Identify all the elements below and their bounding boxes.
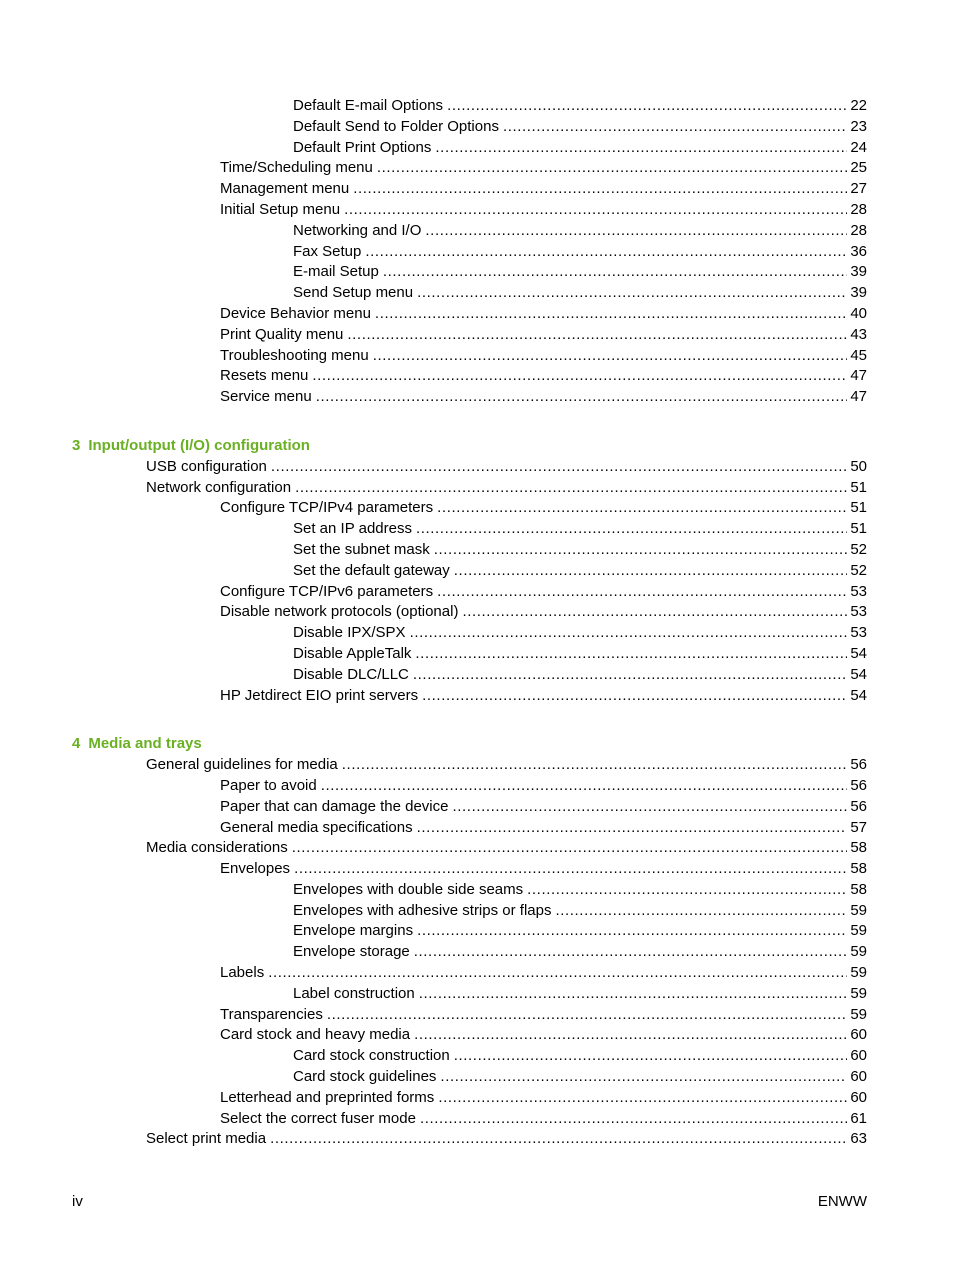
toc-entry-title: Media considerations <box>146 839 288 857</box>
toc-entry[interactable] <box>0 1067 954 1088</box>
toc-entry-title: Network configuration <box>146 478 292 496</box>
toc-entry-title: Management menu <box>220 180 350 198</box>
toc-entry-title: Envelopes <box>220 860 291 878</box>
toc-entry[interactable] <box>0 755 954 776</box>
toc-entry[interactable] <box>0 561 954 582</box>
toc-entry-page: 51 <box>850 520 867 538</box>
dot-leader <box>294 859 847 880</box>
toc-entry[interactable] <box>0 366 954 387</box>
toc-entry-title: Resets menu <box>220 367 309 385</box>
toc-entry[interactable] <box>0 776 954 797</box>
chapter-number: 4 <box>72 735 81 753</box>
toc-entry-title: Initial Setup menu <box>220 200 341 218</box>
toc-entry-page: 63 <box>850 1130 867 1148</box>
chapter-heading[interactable] <box>0 436 954 457</box>
toc-entry-page: 60 <box>850 1047 867 1065</box>
dot-leader <box>375 304 847 325</box>
toc-entry-title: Disable AppleTalk <box>293 644 412 662</box>
toc-entry-page: 22 <box>850 97 867 114</box>
dot-leader <box>453 797 848 818</box>
toc-entry[interactable] <box>0 457 954 478</box>
toc-entry[interactable] <box>0 540 954 561</box>
toc-entry-title: Select the correct fuser mode <box>220 1109 416 1127</box>
toc-entry-page: 56 <box>850 776 867 794</box>
dot-leader <box>271 457 847 478</box>
toc-entry-page: 54 <box>850 665 867 683</box>
toc-entry-page: 39 <box>850 263 867 281</box>
toc-entry[interactable] <box>0 984 954 1005</box>
dot-leader <box>410 623 848 644</box>
document-code: ENWW <box>817 1193 867 1210</box>
toc-entry-page: 59 <box>850 901 867 919</box>
toc-entry-title: USB configuration <box>146 457 267 475</box>
toc-entry-title: Envelope storage <box>293 943 410 961</box>
dot-leader <box>416 519 847 540</box>
toc-entry[interactable] <box>0 838 954 859</box>
toc-entry[interactable] <box>0 179 954 200</box>
toc-entry[interactable] <box>0 200 954 221</box>
dot-leader <box>417 818 848 839</box>
toc-entry-title: General guidelines for media <box>146 756 338 774</box>
toc-entry-page: 43 <box>850 325 867 343</box>
dot-leader <box>438 1088 847 1109</box>
page-number: iv <box>72 1193 83 1210</box>
toc-entry-page: 39 <box>850 284 867 302</box>
toc-entry[interactable] <box>0 582 954 603</box>
toc-entry[interactable] <box>0 963 954 984</box>
toc-entry[interactable] <box>0 602 954 623</box>
toc-entry-title: General media specifications <box>220 818 413 836</box>
toc-entry[interactable] <box>0 644 954 665</box>
toc-entry-page: 27 <box>850 180 867 198</box>
toc-entry-title: Fax Setup <box>293 242 362 260</box>
toc-entry-page: 24 <box>850 138 867 156</box>
toc-entry-title: Networking and I/O <box>293 221 422 239</box>
toc-entry-page: 28 <box>850 200 867 218</box>
toc-entry-page: 45 <box>850 346 867 364</box>
toc-entry[interactable] <box>0 96 954 117</box>
toc-entry-page: 51 <box>850 478 867 496</box>
dot-leader <box>414 942 848 963</box>
toc-entry[interactable] <box>0 1005 954 1026</box>
toc-entry[interactable] <box>0 665 954 686</box>
toc-entry[interactable] <box>0 221 954 242</box>
toc-entry[interactable] <box>0 478 954 499</box>
toc-entry-page: 56 <box>850 756 867 774</box>
dot-leader <box>454 1046 848 1067</box>
toc-entry[interactable] <box>0 117 954 138</box>
toc-entry-page: 60 <box>850 1026 867 1044</box>
toc-entry-title: Configure TCP/IPv4 parameters <box>220 499 434 517</box>
toc-entry-title: Default Send to Folder Options <box>293 117 499 135</box>
chapter-title: Media and trays <box>88 735 202 753</box>
dot-leader <box>383 262 847 283</box>
dot-leader <box>347 325 847 346</box>
toc-entry-page: 28 <box>850 221 867 239</box>
table-of-contents <box>0 96 954 1150</box>
toc-entry-title: Envelopes with double side seams <box>293 880 524 898</box>
toc-entry-title: Transparencies <box>220 1005 323 1023</box>
toc-entry[interactable] <box>0 387 954 408</box>
toc-entry[interactable] <box>0 283 954 304</box>
toc-entry-title: Disable network protocols (optional) <box>220 603 459 621</box>
toc-entry[interactable] <box>0 1129 954 1150</box>
toc-entry-page: 54 <box>850 686 867 704</box>
dot-leader <box>365 242 847 263</box>
toc-entry[interactable] <box>0 880 954 901</box>
toc-entry-title: Default Print Options <box>293 138 432 156</box>
toc-entry-title: Card stock construction <box>293 1047 450 1065</box>
toc-entry[interactable] <box>0 797 954 818</box>
toc-entry-page: 50 <box>850 457 867 475</box>
dot-leader <box>292 838 848 859</box>
toc-entry[interactable] <box>0 901 954 922</box>
dot-leader <box>503 117 847 138</box>
toc-entry-title: Paper to avoid <box>220 776 317 794</box>
dot-leader <box>422 686 847 707</box>
toc-entry-title: Time/Scheduling menu <box>220 159 373 177</box>
toc-entry-page: 59 <box>850 922 867 940</box>
toc-entry-title: Set the default gateway <box>293 561 450 579</box>
dot-leader <box>270 1129 847 1150</box>
dot-leader <box>413 665 847 686</box>
dot-leader <box>268 963 847 984</box>
dot-leader <box>454 561 848 582</box>
toc-entry-page: 61 <box>850 1109 867 1127</box>
dot-leader <box>415 644 847 665</box>
toc-entry-page: 56 <box>850 797 867 815</box>
dot-leader <box>353 179 847 200</box>
toc-entry-page: 36 <box>850 242 867 260</box>
toc-entry[interactable] <box>0 498 954 519</box>
dot-leader <box>417 283 847 304</box>
dot-leader <box>417 921 847 942</box>
toc-entry[interactable] <box>0 859 954 880</box>
toc-entry-page: 53 <box>850 603 867 621</box>
toc-entry-title: Send Setup menu <box>293 284 414 302</box>
toc-entry-page: 23 <box>850 117 867 135</box>
toc-entry[interactable] <box>0 304 954 325</box>
dot-leader <box>419 984 848 1005</box>
toc-entry-title: Default E-mail Options <box>293 97 444 114</box>
toc-entry-page: 58 <box>850 839 867 857</box>
chapter-heading[interactable] <box>0 734 954 755</box>
toc-entry-page: 58 <box>850 880 867 898</box>
toc-entry-page: 40 <box>850 304 867 322</box>
toc-entry-title: Set the subnet mask <box>293 540 430 558</box>
toc-entry-title: Label construction <box>293 984 415 1002</box>
toc-entry-title: Troubleshooting menu <box>220 346 369 364</box>
toc-entry[interactable] <box>0 1025 954 1046</box>
dot-leader <box>437 582 847 603</box>
toc-entry[interactable] <box>0 818 954 839</box>
toc-entry-title: Configure TCP/IPv6 parameters <box>220 582 434 600</box>
dot-leader <box>342 755 848 776</box>
dot-leader <box>435 138 847 159</box>
dot-leader <box>321 776 848 797</box>
toc-entry[interactable] <box>0 1046 954 1067</box>
toc-entry-page: 57 <box>850 818 867 836</box>
toc-entry-page: 54 <box>850 644 867 662</box>
dot-leader <box>373 346 848 367</box>
dot-leader <box>414 1025 847 1046</box>
toc-entry-title: Paper that can damage the device <box>220 797 449 815</box>
dot-leader <box>555 901 847 922</box>
toc-entry-page: 53 <box>850 624 867 642</box>
toc-entry-title: Card stock and heavy media <box>220 1026 411 1044</box>
dot-leader <box>437 498 847 519</box>
toc-entry-title: Disable IPX/SPX <box>293 624 406 642</box>
toc-entry-page: 58 <box>850 860 867 878</box>
toc-entry[interactable] <box>0 942 954 963</box>
toc-entry-title: Select print media <box>146 1130 267 1148</box>
toc-entry-title: Disable DLC/LLC <box>293 665 409 683</box>
toc-entry[interactable] <box>0 262 954 283</box>
dot-leader <box>327 1005 847 1026</box>
toc-entry[interactable] <box>0 686 954 707</box>
toc-entry-title: Envelopes with adhesive strips or flaps <box>293 901 552 919</box>
dot-leader <box>462 602 847 623</box>
toc-entry-title: Set an IP address <box>293 520 412 538</box>
toc-entry[interactable] <box>0 346 954 367</box>
toc-entry[interactable] <box>0 921 954 942</box>
toc-entry[interactable] <box>0 158 954 179</box>
toc-entry-page: 59 <box>850 964 867 982</box>
toc-entry[interactable] <box>0 138 954 159</box>
toc-entry-page: 25 <box>850 159 867 177</box>
toc-entry-title: Print Quality menu <box>220 325 344 343</box>
dot-leader <box>316 387 848 408</box>
toc-entry-page: 59 <box>850 984 867 1002</box>
toc-entry-title: HP Jetdirect EIO print servers <box>220 686 419 704</box>
toc-entry[interactable] <box>0 1088 954 1109</box>
toc-entry-title: E-mail Setup <box>293 263 379 281</box>
toc-entry[interactable] <box>0 1109 954 1130</box>
dot-leader <box>527 880 847 901</box>
toc-entry-title: Card stock guidelines <box>293 1068 437 1086</box>
dot-leader <box>420 1109 847 1130</box>
toc-entry[interactable] <box>0 519 954 540</box>
toc-entry-title: Envelope margins <box>293 922 414 940</box>
dot-leader <box>377 158 847 179</box>
toc-entry-page: 60 <box>850 1068 867 1086</box>
toc-entry-page: 59 <box>850 1005 867 1023</box>
toc-entry-page: 52 <box>850 540 867 558</box>
toc-entry[interactable] <box>0 623 954 644</box>
chapter-title: Input/output (I/O) configuration <box>88 436 310 454</box>
dot-leader <box>344 200 847 221</box>
page-footer <box>72 1192 867 1212</box>
toc-entry[interactable] <box>0 325 954 346</box>
toc-entry[interactable] <box>0 242 954 263</box>
dot-leader <box>312 366 847 387</box>
dot-leader <box>440 1067 847 1088</box>
toc-entry-page: 53 <box>850 582 867 600</box>
toc-entry-page: 47 <box>850 388 867 406</box>
toc-entry-page: 60 <box>850 1088 867 1106</box>
dot-leader <box>425 221 847 242</box>
dot-leader <box>434 540 848 561</box>
dot-leader <box>295 478 847 499</box>
chapter-number: 3 <box>72 436 81 454</box>
toc-entry-title: Labels <box>220 964 265 982</box>
toc-entry-title: Device Behavior menu <box>220 304 371 322</box>
toc-entry-page: 59 <box>850 943 867 961</box>
dot-leader <box>447 96 847 117</box>
toc-entry-page: 47 <box>850 367 867 385</box>
toc-entry-title: Service menu <box>220 388 312 406</box>
toc-entry-page: 52 <box>850 561 867 579</box>
toc-entry-title: Letterhead and preprinted forms <box>220 1088 435 1106</box>
toc-entry-page: 51 <box>850 499 867 517</box>
